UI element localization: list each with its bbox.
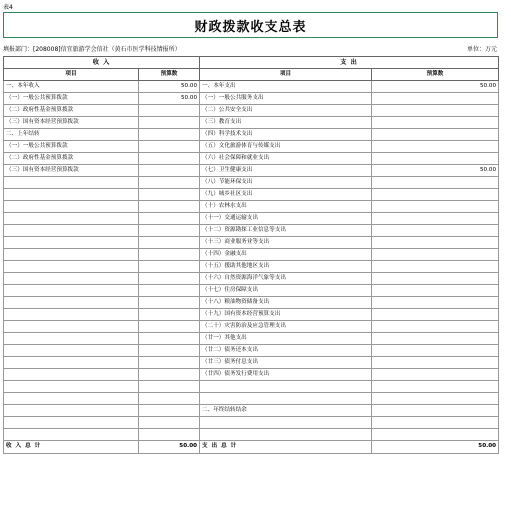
- expense-item-cell[interactable]: （六）社会保障和就业支出: [200, 153, 372, 165]
- income-item-cell[interactable]: [4, 201, 139, 213]
- expense-item-cell[interactable]: （十九）国有资本经营预算支出: [200, 309, 372, 321]
- title-box[interactable]: [3, 12, 498, 38]
- income-item-cell[interactable]: [4, 345, 139, 357]
- total-income-value[interactable]: 50.00: [139, 440, 200, 453]
- expense-budget-cell[interactable]: [372, 117, 499, 129]
- income-item-cell[interactable]: [4, 261, 139, 273]
- income-item-cell[interactable]: [4, 273, 139, 285]
- income-item-cell[interactable]: （一）一般公共预算拨款: [4, 141, 139, 153]
- expense-budget-cell[interactable]: [372, 273, 499, 285]
- income-item-cell[interactable]: （二）政府性基金预算拨款: [4, 105, 139, 117]
- expense-budget-cell[interactable]: [372, 392, 499, 404]
- income-budget-cell[interactable]: [139, 345, 200, 357]
- expense-item-cell[interactable]: （七）卫生健康支出: [200, 165, 372, 177]
- table-row: [4, 165, 499, 177]
- expense-budget-cell[interactable]: [372, 297, 499, 309]
- income-budget-cell[interactable]: [139, 333, 200, 345]
- expense-item-cell[interactable]: （二十）灾害防治及应急管理支出: [200, 321, 372, 333]
- income-budget-cell[interactable]: [139, 428, 200, 440]
- income-item-cell[interactable]: [4, 392, 139, 404]
- income-item-cell[interactable]: [4, 369, 139, 381]
- expense-budget-cell[interactable]: [372, 213, 499, 225]
- expense-item-cell[interactable]: 二、年终结转结余: [200, 404, 372, 416]
- table-row: [4, 201, 499, 213]
- expense-budget-cell[interactable]: [372, 141, 499, 153]
- expense-item-cell[interactable]: （十八）粮油物资储备支出: [200, 297, 372, 309]
- income-budget-cell[interactable]: [139, 249, 200, 261]
- income-item-cell[interactable]: [4, 213, 139, 225]
- expense-item-cell[interactable]: [200, 416, 372, 428]
- expense-item-cell[interactable]: （十四）金融支出: [200, 249, 372, 261]
- expense-budget-cell[interactable]: [372, 189, 499, 201]
- expense-section-header[interactable]: 支 出: [200, 57, 499, 69]
- department-info: [3, 44, 181, 53]
- table-row: [4, 285, 499, 297]
- expense-budget-cell[interactable]: [372, 357, 499, 369]
- income-budget-cell[interactable]: 50.00: [139, 93, 200, 105]
- table-row: [4, 392, 499, 404]
- expense-budget-cell[interactable]: [372, 321, 499, 333]
- report-title: 财政拨款收支总表: [194, 19, 307, 35]
- table-row: [4, 213, 499, 225]
- expense-item-cell[interactable]: [200, 428, 372, 440]
- table-row: [4, 381, 499, 393]
- expense-item-header[interactable]: 项目: [200, 69, 372, 81]
- income-item-cell[interactable]: [4, 249, 139, 261]
- total-row: [4, 440, 499, 453]
- income-budget-cell[interactable]: [139, 225, 200, 237]
- expense-item-cell[interactable]: （三）教育支出: [200, 117, 372, 129]
- income-budget-cell[interactable]: [139, 416, 200, 428]
- income-budget-cell[interactable]: [139, 177, 200, 189]
- table-row: [4, 345, 499, 357]
- expense-budget-cell[interactable]: [372, 369, 499, 381]
- table-row: [4, 404, 499, 416]
- table-row: [4, 261, 499, 273]
- income-budget-cell[interactable]: [139, 117, 200, 129]
- income-budget-cell[interactable]: [139, 129, 200, 141]
- income-item-cell[interactable]: [4, 297, 139, 309]
- income-budget-cell[interactable]: [139, 404, 200, 416]
- income-item-cell[interactable]: [4, 189, 139, 201]
- expense-budget-cell[interactable]: [372, 309, 499, 321]
- budget-table: [3, 56, 499, 454]
- unit-label: 单位：万元: [466, 46, 497, 53]
- income-item-cell[interactable]: （三）国有资本经营预算拨款: [4, 165, 139, 177]
- income-budget-cell[interactable]: [139, 189, 200, 201]
- expense-item-cell[interactable]: （廿四）债务发行费用支出: [200, 369, 372, 381]
- table-row: [4, 117, 499, 129]
- expense-budget-cell[interactable]: [372, 105, 499, 117]
- expense-item-cell[interactable]: （廿一）其他支出: [200, 333, 372, 345]
- table-row: [4, 177, 499, 189]
- expense-budget-cell[interactable]: [372, 153, 499, 165]
- column-header-row: [4, 69, 499, 81]
- expense-budget-cell[interactable]: [372, 333, 499, 345]
- income-item-cell[interactable]: [4, 309, 139, 321]
- income-budget-cell[interactable]: [139, 285, 200, 297]
- income-budget-cell[interactable]: [139, 165, 200, 177]
- income-item-cell[interactable]: [4, 381, 139, 393]
- income-budget-cell[interactable]: [139, 369, 200, 381]
- expense-budget-header[interactable]: 预算数: [372, 69, 499, 81]
- expense-item-cell[interactable]: （廿二）债务还本支出: [200, 345, 372, 357]
- income-budget-cell[interactable]: [139, 105, 200, 117]
- income-budget-cell[interactable]: [139, 153, 200, 165]
- table-row: [4, 428, 499, 440]
- income-budget-cell[interactable]: [139, 357, 200, 369]
- expense-item-cell[interactable]: （五）文化旅游体育与传媒支出: [200, 141, 372, 153]
- expense-item-cell[interactable]: （十七）住房保障支出: [200, 285, 372, 297]
- income-budget-cell[interactable]: [139, 321, 200, 333]
- table-row: [4, 297, 499, 309]
- expense-budget-cell[interactable]: [372, 285, 499, 297]
- income-item-cell[interactable]: [4, 285, 139, 297]
- expense-budget-cell[interactable]: 50.00: [372, 81, 499, 93]
- income-item-cell[interactable]: [4, 225, 139, 237]
- income-item-header[interactable]: 项目: [4, 69, 139, 81]
- income-item-cell[interactable]: [4, 237, 139, 249]
- income-item-cell[interactable]: [4, 404, 139, 416]
- income-item-cell[interactable]: [4, 321, 139, 333]
- expense-budget-cell[interactable]: [372, 201, 499, 213]
- table-row: [4, 225, 499, 237]
- income-item-cell[interactable]: 一、本年收入: [4, 81, 139, 93]
- expense-budget-cell[interactable]: [372, 404, 499, 416]
- income-budget-cell[interactable]: [139, 141, 200, 153]
- expense-budget-cell[interactable]: [372, 237, 499, 249]
- table-row: [4, 189, 499, 201]
- expense-item-cell[interactable]: （八）节能环保支出: [200, 177, 372, 189]
- table-row: [4, 141, 499, 153]
- expense-item-cell[interactable]: （十三）商业服务业等支出: [200, 237, 372, 249]
- income-budget-cell[interactable]: [139, 213, 200, 225]
- sheet-label: 表4: [3, 4, 13, 11]
- table-row: [4, 309, 499, 321]
- income-budget-cell[interactable]: 50.00: [139, 81, 200, 93]
- table-row: [4, 129, 499, 141]
- department-value: [208008]信宜旅游学会信社（黄石市医学科技情报所）: [33, 46, 181, 53]
- income-item-cell[interactable]: （三）国有资本经营预算拨款: [4, 117, 139, 129]
- income-budget-cell[interactable]: [139, 309, 200, 321]
- expense-budget-cell[interactable]: [372, 129, 499, 141]
- table-row: [4, 416, 499, 428]
- income-budget-header[interactable]: 预算数: [139, 69, 200, 81]
- expense-budget-cell[interactable]: [372, 381, 499, 393]
- expense-item-cell[interactable]: （十五）援助其他地区支出: [200, 261, 372, 273]
- department-label: 填报部门：: [3, 46, 34, 53]
- expense-budget-cell[interactable]: 50.00: [372, 165, 499, 177]
- income-item-cell[interactable]: [4, 333, 139, 345]
- expense-budget-cell[interactable]: [372, 261, 499, 273]
- income-item-cell[interactable]: [4, 428, 139, 440]
- table-row: [4, 273, 499, 285]
- expense-item-cell[interactable]: （十）农林水支出: [200, 201, 372, 213]
- table-row: [4, 153, 499, 165]
- income-budget-cell[interactable]: [139, 201, 200, 213]
- expense-item-cell[interactable]: （十六）自然资源海洋气象等支出: [200, 273, 372, 285]
- income-item-cell[interactable]: 二、上年结转: [4, 129, 139, 141]
- expense-budget-cell[interactable]: [372, 416, 499, 428]
- expense-item-cell[interactable]: （四）科学技术支出: [200, 129, 372, 141]
- income-section-header[interactable]: 收 入: [4, 57, 200, 69]
- table-row: [4, 237, 499, 249]
- expense-budget-cell[interactable]: [372, 249, 499, 261]
- expense-budget-cell[interactable]: [372, 177, 499, 189]
- expense-item-cell[interactable]: （十二）资源勘探工业信息等支出: [200, 225, 372, 237]
- income-budget-cell[interactable]: [139, 297, 200, 309]
- total-income-label[interactable]: 收 入 总 计: [4, 440, 139, 453]
- expense-budget-cell[interactable]: [372, 428, 499, 440]
- income-item-cell[interactable]: （二）政府性基金预算拨款: [4, 153, 139, 165]
- table-row: [4, 81, 499, 93]
- expense-item-cell[interactable]: 一、本年支出: [200, 81, 372, 93]
- total-expense-label[interactable]: 支 出 总 计: [200, 440, 372, 453]
- income-budget-cell[interactable]: [139, 392, 200, 404]
- income-budget-cell[interactable]: [139, 261, 200, 273]
- section-header-row: [4, 57, 499, 69]
- expense-item-cell[interactable]: （十一）交通运输支出: [200, 213, 372, 225]
- expense-item-cell[interactable]: （九）城乡社区支出: [200, 189, 372, 201]
- income-budget-cell[interactable]: [139, 273, 200, 285]
- expense-item-cell[interactable]: （一）一般公共服务支出: [200, 93, 372, 105]
- income-item-cell[interactable]: [4, 357, 139, 369]
- income-budget-cell[interactable]: [139, 381, 200, 393]
- expense-budget-cell[interactable]: [372, 225, 499, 237]
- income-budget-cell[interactable]: [139, 237, 200, 249]
- table-row: [4, 321, 499, 333]
- table-row: [4, 249, 499, 261]
- income-item-cell[interactable]: [4, 416, 139, 428]
- expense-item-cell[interactable]: （二）公共安全支出: [200, 105, 372, 117]
- table-row: [4, 105, 499, 117]
- table-row: [4, 357, 499, 369]
- expense-item-cell[interactable]: [200, 392, 372, 404]
- expense-item-cell[interactable]: （廿三）债务付息支出: [200, 357, 372, 369]
- income-item-cell[interactable]: [4, 177, 139, 189]
- expense-budget-cell[interactable]: [372, 93, 499, 105]
- table-row: [4, 333, 499, 345]
- expense-budget-cell[interactable]: [372, 345, 499, 357]
- table-row: [4, 369, 499, 381]
- total-expense-value[interactable]: 50.00: [372, 440, 499, 453]
- table-row: [4, 93, 499, 105]
- income-item-cell[interactable]: （一）一般公共预算拨款: [4, 93, 139, 105]
- expense-item-cell[interactable]: [200, 381, 372, 393]
